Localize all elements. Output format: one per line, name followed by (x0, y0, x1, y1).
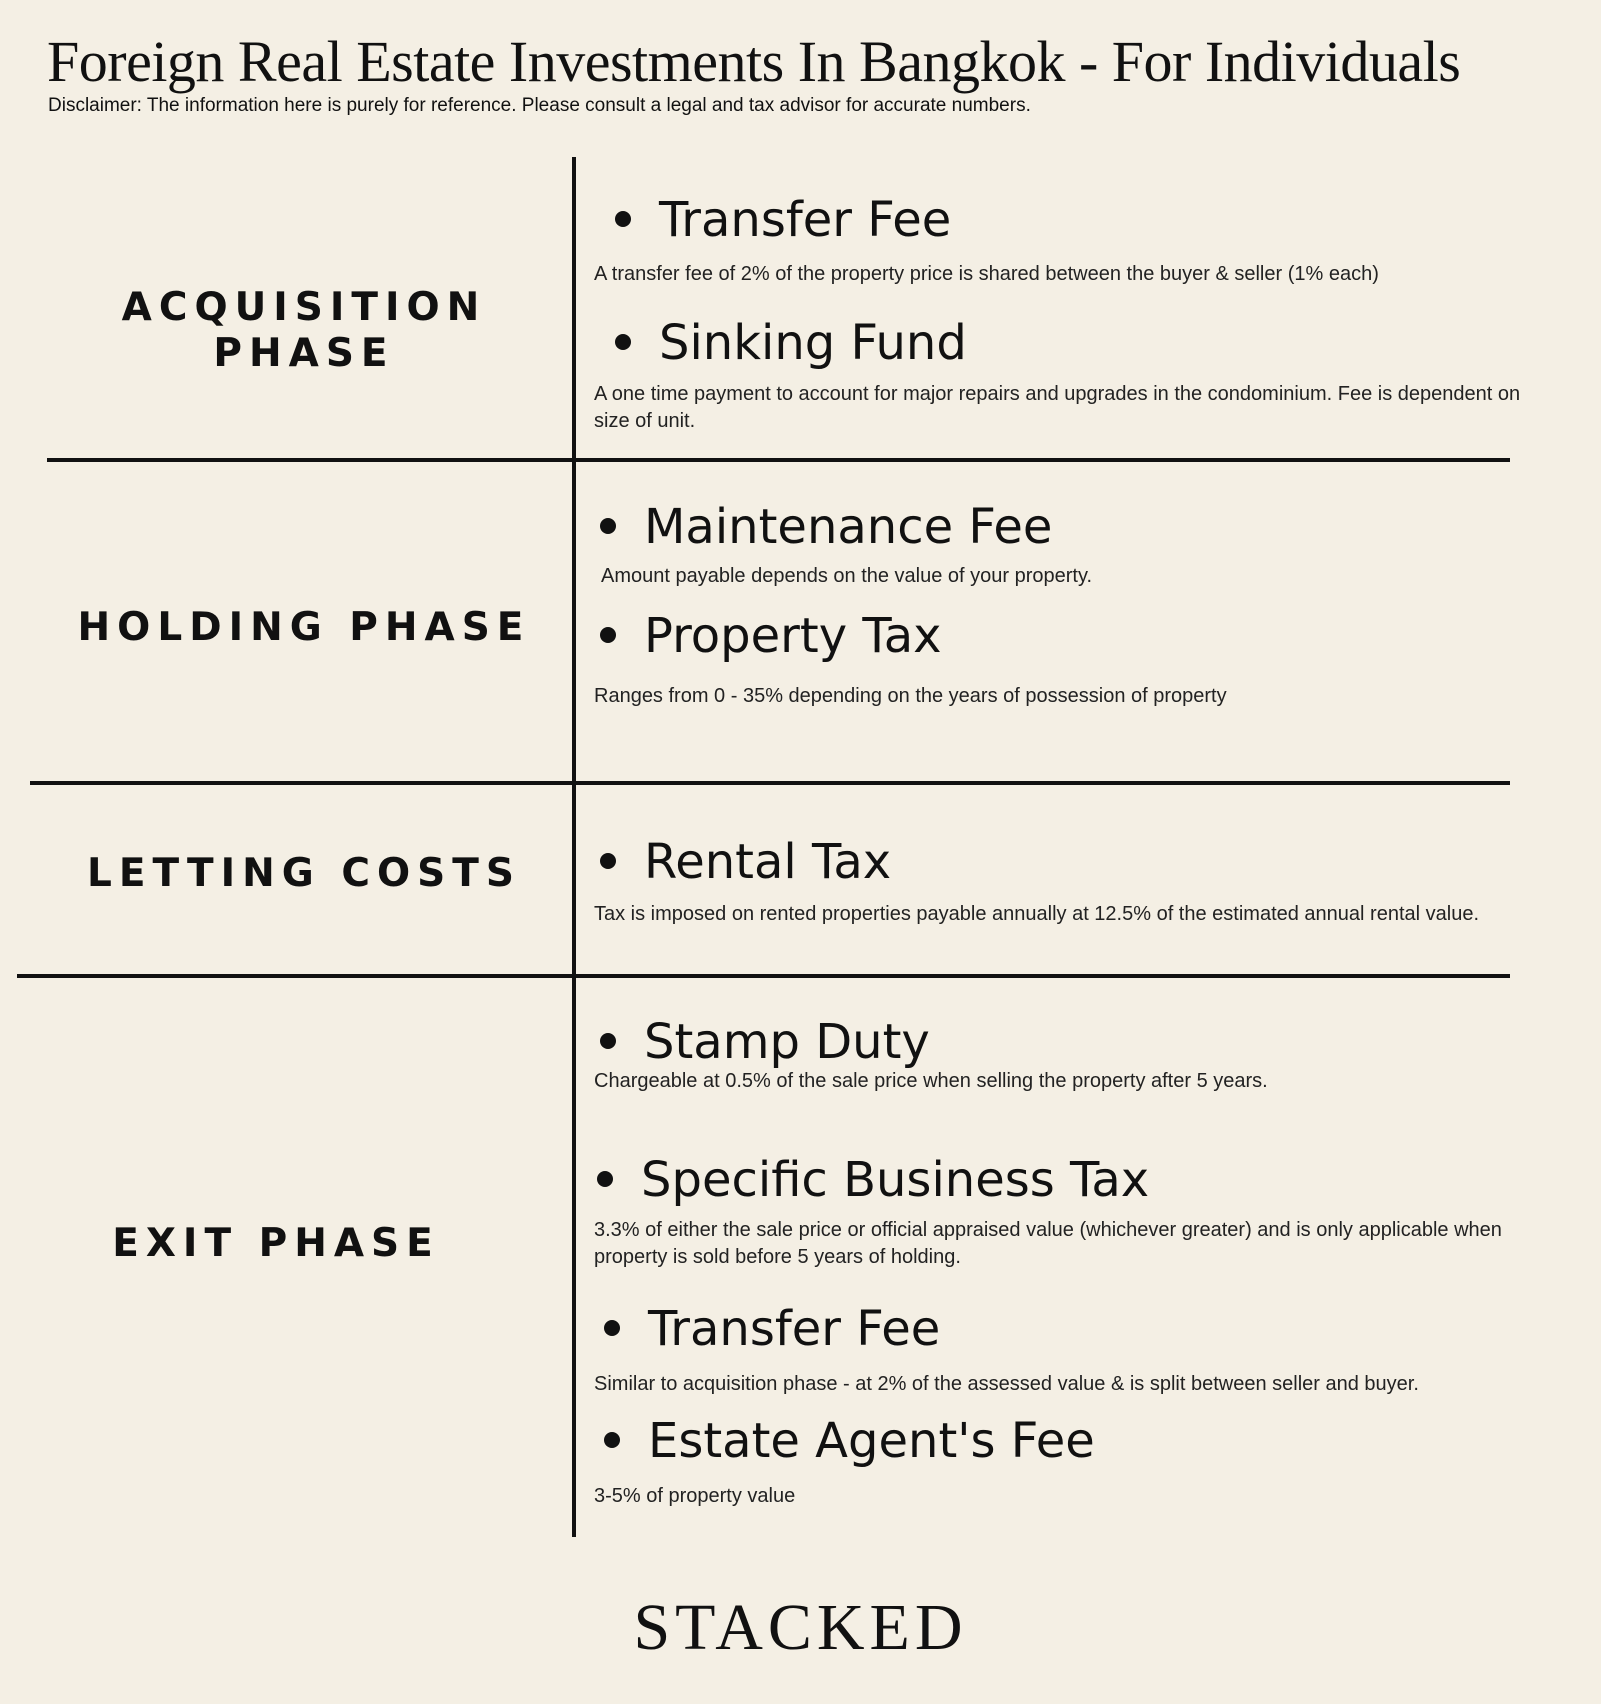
item-desc: 3.3% of either the sale price or official appraised value (whichever greater) and is only applicable when property is sold before 5 years of holding. (594, 1219, 1502, 1268)
bullet-icon (604, 1320, 620, 1336)
item-title-property-tax: Property Tax (600, 608, 942, 664)
phase-label-acquisition (48, 285, 560, 377)
item-title-rental-tax: Rental Tax (600, 834, 891, 890)
item-desc: Tax is imposed on rented properties payable annually at 12.5% of the estimated annual rental value. (594, 903, 1479, 925)
phase-label-line: PHASE (213, 331, 395, 376)
bullet-icon (615, 334, 631, 350)
phase-label-letting: LETTING COSTS (87, 851, 521, 896)
item-desc: Ranges from 0 - 35% depending on the years of possession of property (594, 685, 1227, 707)
disclaimer: Disclaimer: The information here is purely for reference. Please consult a legal and tax advisor for accurate numbers. (48, 95, 1031, 116)
bullet-icon (600, 1033, 616, 1049)
item-desc: Similar to acquisition phase - at 2% of the assessed value & is split between seller and buyer. (594, 1373, 1419, 1395)
column-divider (572, 157, 576, 1537)
bullet-icon (604, 1432, 620, 1448)
bullet-icon (597, 1171, 613, 1187)
row-divider (30, 781, 1510, 785)
bullet-icon (600, 627, 616, 643)
item-desc: Amount payable depends on the value of your property. (601, 565, 1093, 587)
phase-label-line: ACQUISITION (121, 285, 487, 330)
item-desc: A one time payment to account for major repairs and upgrades in the condominium. Fee is dependent on size of unit. (594, 383, 1521, 432)
item-title-sinking-fund: Sinking Fund (615, 315, 967, 371)
bullet-icon (600, 853, 616, 869)
bullet-icon (600, 518, 616, 534)
phase-label-holding: HOLDING PHASE (77, 605, 531, 650)
item-title-estate-agents-fee: Estate Agent's Fee (604, 1413, 1095, 1469)
row-divider (17, 974, 1510, 978)
item-title-transfer-fee-exit: Transfer Fee (604, 1301, 940, 1357)
bullet-icon (615, 211, 631, 227)
item-title-maintenance-fee: Maintenance Fee (600, 499, 1052, 555)
brand-logo: STACKED (633, 1591, 968, 1664)
item-title-specific-business-tax: Specific Business Tax (597, 1152, 1149, 1208)
item-desc: 3-5% of property value (594, 1485, 796, 1507)
page-title: Foreign Real Estate Investments In Bangkok - For Individuals (47, 29, 1461, 94)
phase-label-exit: EXIT PHASE (112, 1221, 440, 1266)
item-desc: A transfer fee of 2% of the property price is shared between the buyer & seller (1% each) (594, 263, 1379, 285)
item-title-transfer-fee: Transfer Fee (615, 192, 951, 248)
row-divider (47, 458, 1510, 462)
item-title-stamp-duty: Stamp Duty (600, 1014, 930, 1070)
item-desc: Chargeable at 0.5% of the sale price when selling the property after 5 years. (594, 1070, 1268, 1092)
